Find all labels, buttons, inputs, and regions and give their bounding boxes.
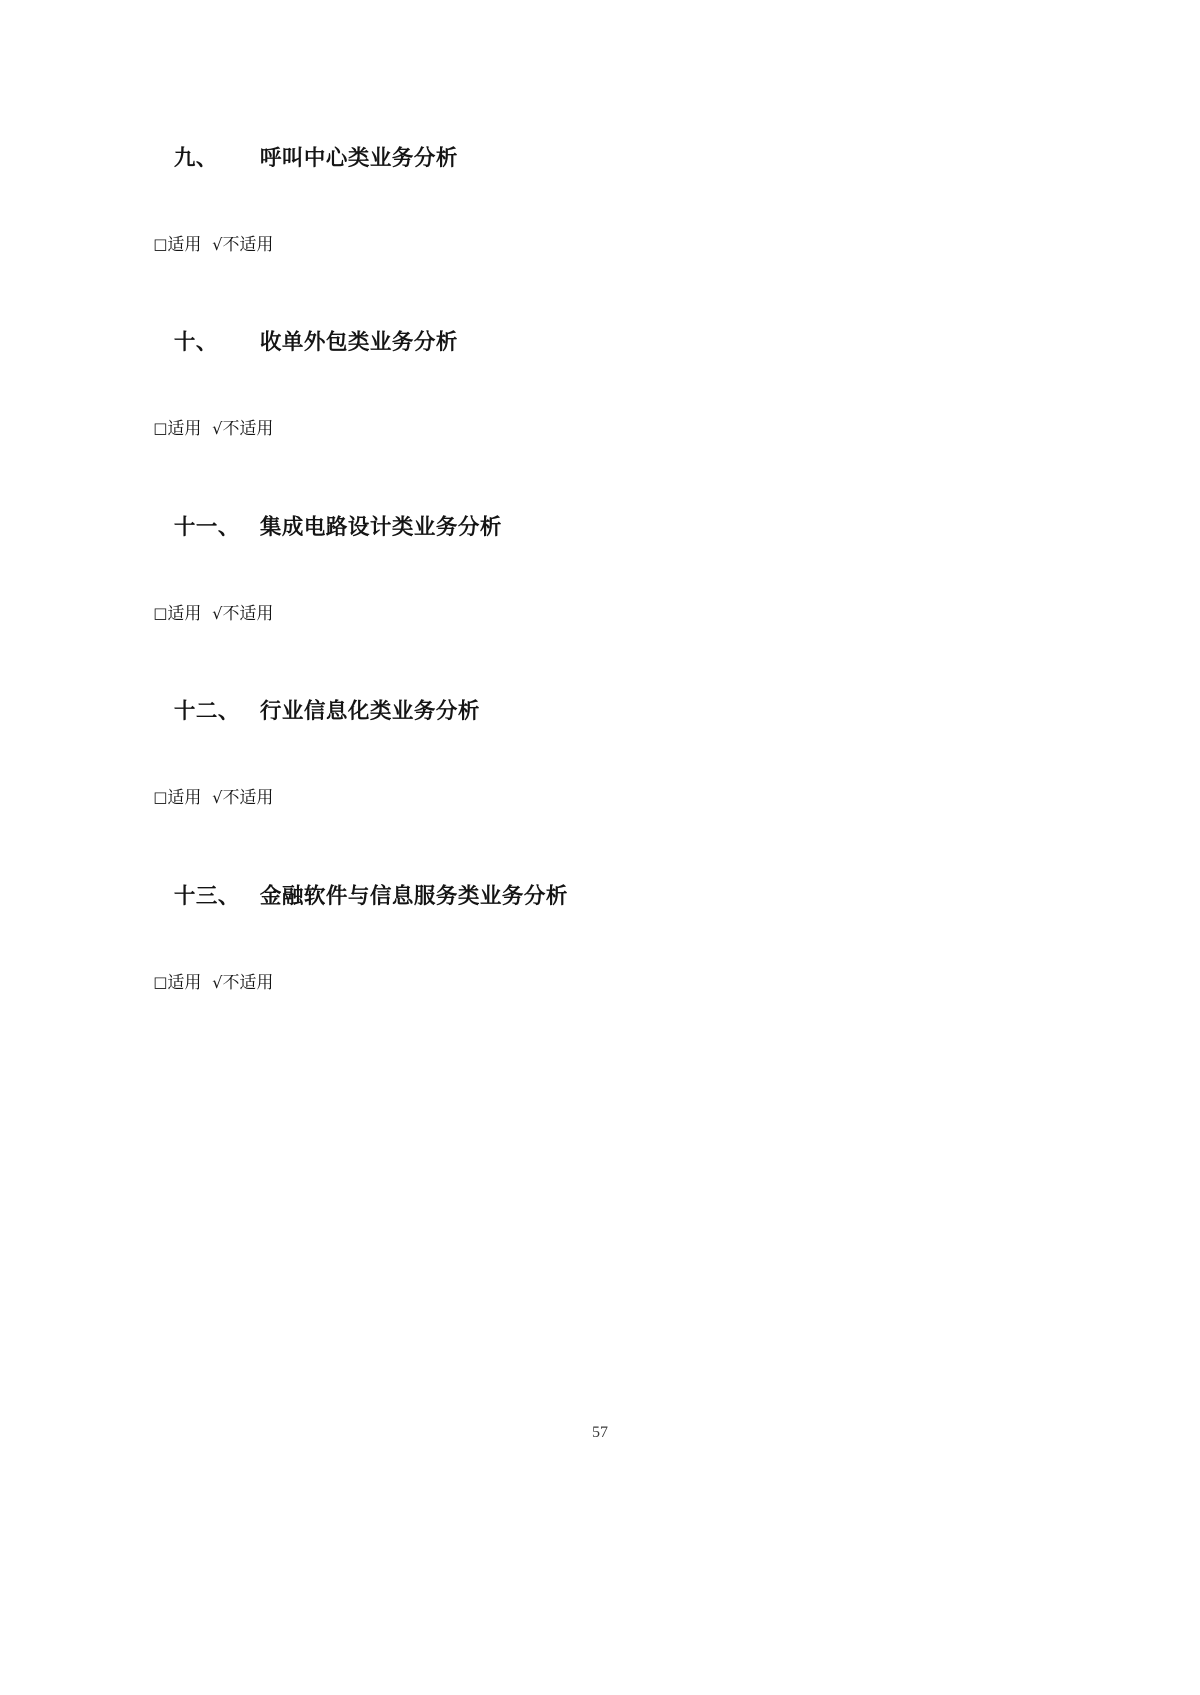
section-heading bbox=[110, 489, 1090, 566]
section-number: 十、 bbox=[173, 330, 218, 356]
applicable-option[interactable] bbox=[153, 419, 201, 439]
checkbox-unchecked-icon[interactable]: □ bbox=[153, 788, 168, 807]
section-heading bbox=[110, 674, 1090, 751]
checkmark-icon[interactable]: √ bbox=[212, 419, 223, 439]
applicability-row bbox=[110, 214, 1090, 275]
spacer bbox=[110, 829, 1090, 858]
section-call-center bbox=[110, 120, 1090, 276]
not-applicable-label: 不适用 bbox=[222, 603, 274, 624]
checkbox-unchecked-icon[interactable]: □ bbox=[153, 603, 168, 622]
spacer bbox=[110, 460, 1090, 489]
not-applicable-label: 不适用 bbox=[222, 788, 274, 809]
section-heading bbox=[110, 305, 1090, 382]
applicable-option[interactable] bbox=[153, 235, 201, 255]
applicability-row bbox=[110, 768, 1090, 829]
checkbox-unchecked-icon[interactable]: □ bbox=[153, 419, 168, 438]
applicable-option[interactable] bbox=[153, 973, 201, 993]
checkmark-icon[interactable]: √ bbox=[212, 973, 223, 993]
applicability-row bbox=[110, 399, 1090, 460]
not-applicable-option[interactable] bbox=[212, 235, 273, 255]
section-title: 集成电路设计类业务分析 bbox=[259, 514, 502, 540]
not-applicable-option[interactable] bbox=[212, 973, 273, 993]
applicable-option[interactable] bbox=[153, 604, 201, 624]
checkmark-icon[interactable]: √ bbox=[212, 788, 223, 808]
section-number: 九、 bbox=[173, 145, 218, 171]
checkmark-icon[interactable]: √ bbox=[212, 603, 223, 623]
document-body bbox=[110, 120, 1090, 1014]
page-number: 57 bbox=[592, 1424, 608, 1441]
section-number: 十二、 bbox=[173, 699, 240, 725]
applicable-label: 适用 bbox=[167, 419, 202, 440]
section-title: 行业信息化类业务分析 bbox=[259, 699, 480, 725]
not-applicable-label: 不适用 bbox=[222, 973, 274, 994]
spacer bbox=[110, 645, 1090, 674]
checkmark-icon[interactable]: √ bbox=[212, 234, 223, 254]
not-applicable-option[interactable] bbox=[212, 604, 273, 624]
section-title: 呼叫中心类业务分析 bbox=[259, 145, 458, 171]
applicability-row bbox=[110, 584, 1090, 645]
section-title: 金融软件与信息服务类业务分析 bbox=[259, 884, 568, 910]
applicable-label: 适用 bbox=[167, 603, 202, 624]
not-applicable-label: 不适用 bbox=[222, 234, 274, 255]
checkbox-unchecked-icon[interactable]: □ bbox=[153, 234, 168, 253]
spacer bbox=[110, 276, 1090, 305]
section-acquiring-outsourcing bbox=[110, 305, 1090, 461]
section-ic-design bbox=[110, 489, 1090, 645]
section-number: 十三、 bbox=[173, 884, 240, 910]
section-title: 收单外包类业务分析 bbox=[259, 330, 458, 356]
not-applicable-option[interactable] bbox=[212, 419, 273, 439]
applicable-label: 适用 bbox=[167, 973, 202, 994]
checkbox-unchecked-icon[interactable]: □ bbox=[153, 973, 168, 992]
applicable-label: 适用 bbox=[167, 234, 202, 255]
section-financial-software bbox=[110, 858, 1090, 1014]
not-applicable-label: 不适用 bbox=[222, 419, 274, 440]
section-industry-informatization bbox=[110, 674, 1090, 830]
section-heading bbox=[110, 858, 1090, 935]
applicability-row bbox=[110, 953, 1090, 1014]
section-number: 十一、 bbox=[173, 514, 240, 540]
applicable-option[interactable] bbox=[153, 788, 201, 808]
not-applicable-option[interactable] bbox=[212, 788, 273, 808]
applicable-label: 适用 bbox=[167, 788, 202, 809]
section-heading bbox=[110, 120, 1090, 197]
